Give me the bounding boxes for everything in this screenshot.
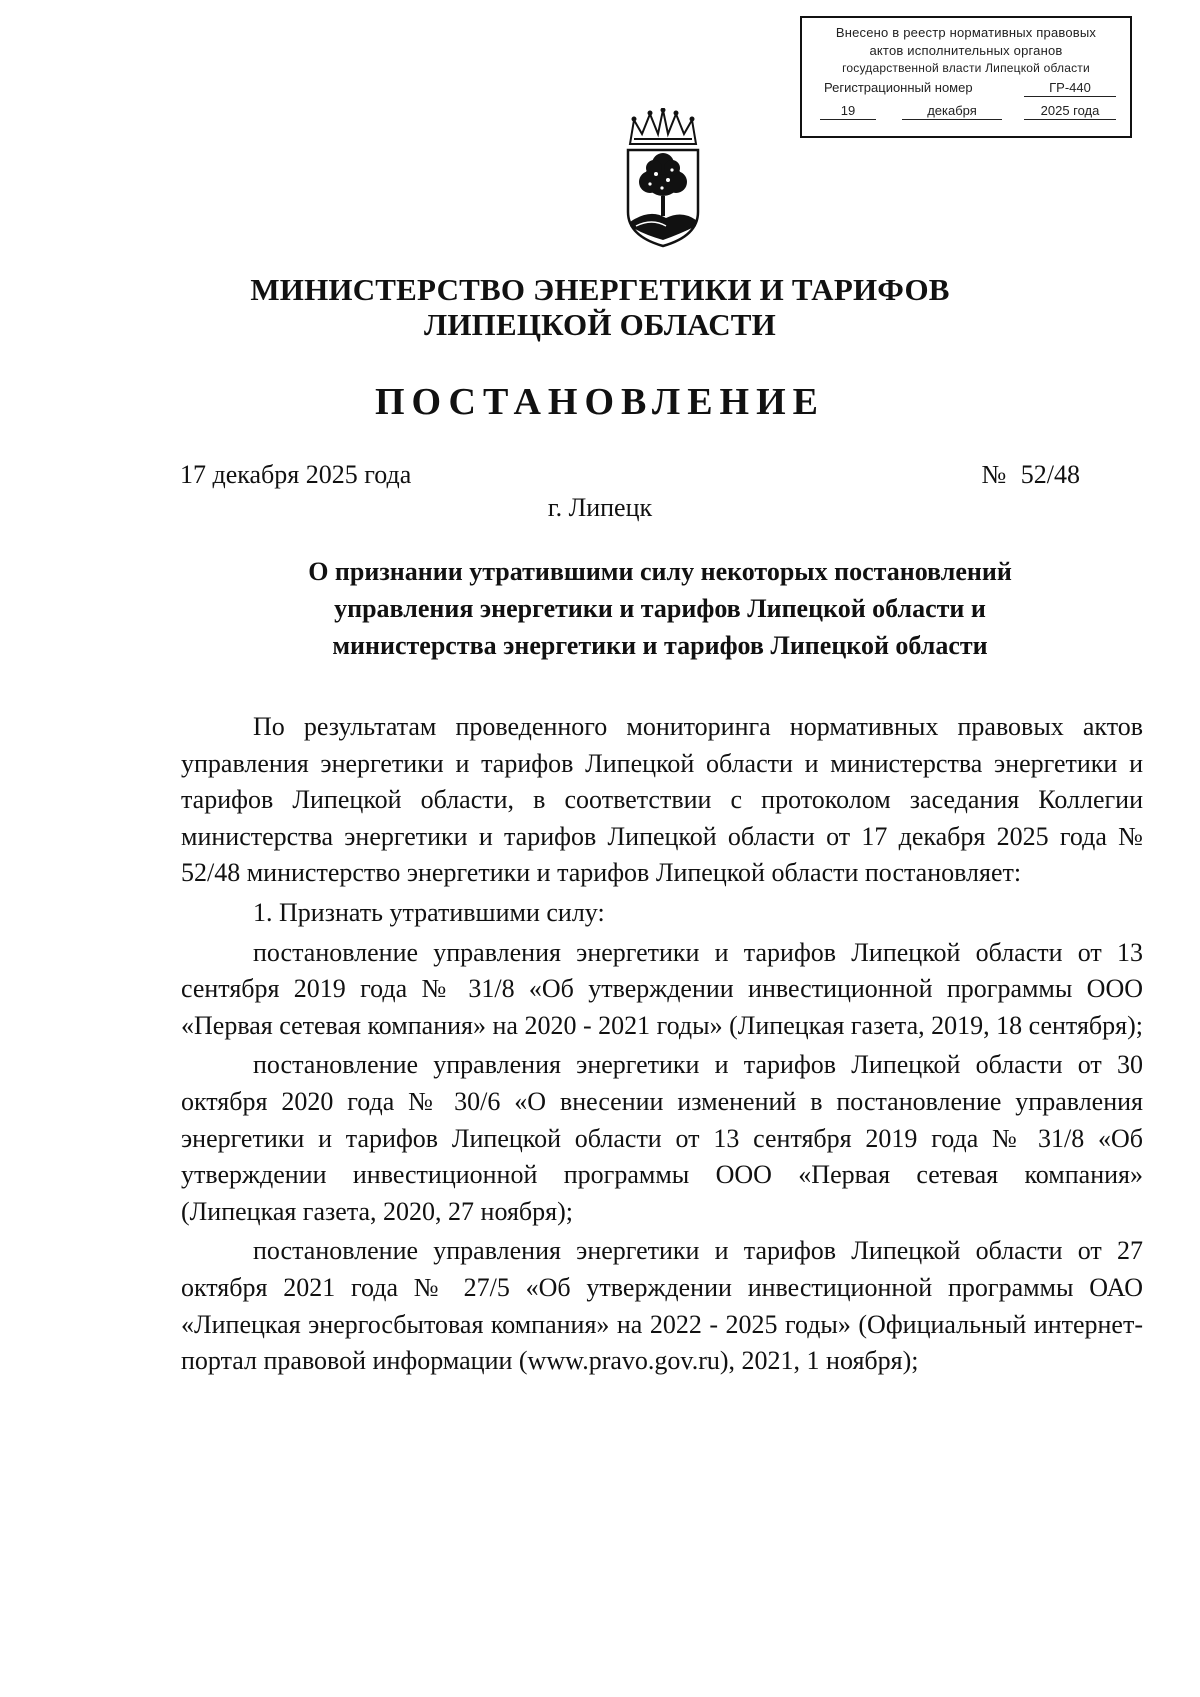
stamp-reg-number: ГР-440 — [1024, 79, 1116, 97]
repealed-act-paragraph: постановление управления энергетики и тарифов Липецкой области от 27 октября 2021 года № 27/5 «Об утверждении инвестиционной программы ОАО «Липецкая энергосбытовая компания» на 2022 - 2025 годы» (Официальный интернет-портал правовой информации (www.pravo.gov.ru), 2021, 1 ноября); — [181, 1236, 1143, 1376]
ministry-title-line-2: ЛИПЕЦКОЙ ОБЛАСТИ — [424, 307, 776, 342]
document-city: г. Липецк — [547, 493, 653, 522]
repealed-act-paragraph: постановление управления энергетики и тарифов Липецкой области от 30 октября 2020 года № 30/6 «О внесении изменений в постановление управления энергетики и тарифов Липецкой области от 13 сентября 2019 года № 31/8 «Об утверждении инвестиционной программы ООО «Первая сетевая компания» (Липецкая газета, 2020, 27 ноября); — [181, 1050, 1143, 1226]
registry-stamp — [800, 16, 1132, 138]
document-subject — [180, 553, 1140, 664]
document-number: № 52/48 — [981, 460, 1080, 489]
stamp-reg-label: Регистрационный номер — [824, 80, 973, 95]
document-type: ПОСТАНОВЛЕНИЕ — [374, 381, 826, 423]
repealed-act-paragraph: постановление управления энергетики и тарифов Липецкой области от 13 сентября 2019 года № 31/8 «Об утверждении инвестиционной программы ООО «Первая сетевая компания» на 2020 - 2021 годы» (Липецкая газета, 2019, 18 сентября); — [181, 937, 1143, 1040]
document-body — [181, 709, 1143, 1383]
ministry-title-line-1: МИНИСТЕРСТВО ЭНЕРГЕТИКИ И ТАРИФОВ — [250, 272, 950, 307]
subject-line-3: министерства энергетики и тарифов Липецкой области — [332, 631, 988, 660]
stamp-line-3: государственной власти Липецкой области — [842, 61, 1090, 75]
item-1-paragraph: 1. Признать утратившими силу: — [253, 897, 605, 927]
subject-line-1: О признании утратившими силу некоторых постановлений — [308, 557, 1012, 586]
stamp-day: 19 — [820, 102, 876, 120]
coat-of-arms-icon — [620, 108, 706, 248]
stamp-line-1: Внесено в реестр нормативных правовых — [835, 25, 1097, 40]
stamp-year: 2025 года — [1024, 102, 1116, 120]
subject-line-2: управления энергетики и тарифов Липецкой области и — [334, 594, 986, 623]
stamp-month: декабря — [902, 102, 1002, 120]
document-date: 17 декабря 2025 года — [180, 460, 412, 489]
stamp-line-2: актов исполнительных органов — [869, 43, 1063, 58]
preamble-paragraph: По результатам проведенного мониторинга нормативных правовых актов управления энергетики и тарифов Липецкой области и министерства энергетики и тарифов Липецкой области, в соответствии с протоколом заседания Коллегии министерства энергетики и тарифов Липецкой области от 17 декабря 2025 года № 52/48 министерство энергетики и тарифов Липецкой области постановляет: — [181, 712, 1143, 888]
